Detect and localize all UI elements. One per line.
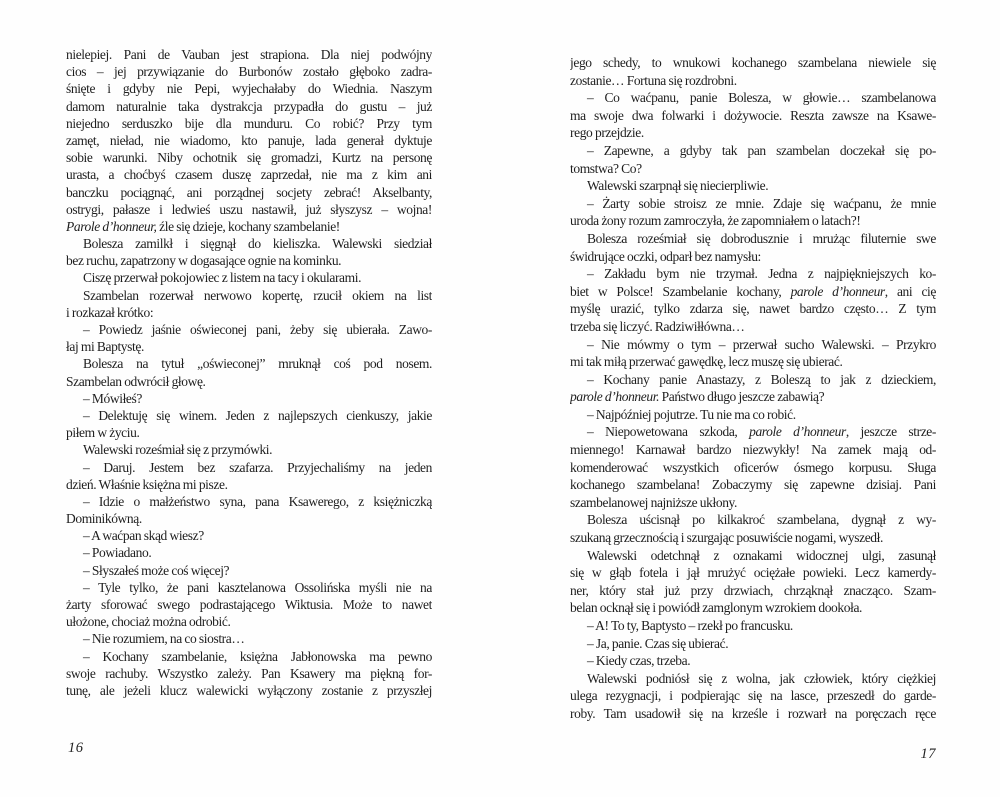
- text-line: [570, 160, 936, 178]
- text-segment: Dominikówną.: [66, 511, 142, 527]
- text-segment: – Nie rozumiem, na co siostra…: [83, 631, 245, 647]
- text-segment: myślę urazić, tylko zdarza się, nawet bardzo często… Z tym: [570, 301, 936, 317]
- text-segment: damom naturalnie taka dystrakcja przypadła do gustu – już: [66, 98, 432, 114]
- text-segment: Bolesza na tytuł „oświeconej” mruknął coś pod nosem.: [83, 356, 432, 372]
- text-segment: – Zapewne, a gdyby tak pan szambelan doczekał się po-: [587, 142, 936, 158]
- text-segment: – Kiedy czas, trzeba.: [587, 653, 691, 669]
- text-line: [570, 371, 936, 389]
- text-line: [66, 424, 432, 441]
- text-segment: – Powiadano.: [83, 545, 152, 561]
- page-number-right: 17: [920, 746, 936, 762]
- text-segment: ostrygi, pałasze i ledwieś uszu nastawił, już słyszysz – wojna!: [66, 201, 432, 217]
- text-segment: uroda żony rozum zamroczyła, że zapomniałem o latach?!: [570, 213, 861, 229]
- text-line: [66, 510, 432, 527]
- text-segment: – A! To ty, Baptysto – rzekł po francusku.: [587, 618, 793, 633]
- text-line: [570, 547, 936, 565]
- text-segment: miennego! Karnawał bardzo niezwykły! Na zamek mają od-: [570, 442, 936, 458]
- text-segment: Bolesza zamilkł i sięgnął do kieliszka. Walewski siedział: [83, 236, 432, 252]
- text-line: [570, 459, 936, 477]
- text-segment: – Kochany panie Anastazy, z Boleszą to jak z dzieckiem,: [587, 371, 936, 387]
- text-segment: źle się dzieje, kochany szambelanie!: [156, 218, 340, 234]
- text-segment: – Idzie o małżeństwo syna, pana Ksawerego, z księżniczką: [83, 493, 432, 509]
- text-line: [570, 265, 936, 283]
- text-line: [570, 564, 936, 582]
- text-line: [570, 705, 936, 723]
- text-line: [570, 617, 936, 635]
- text-line: [66, 149, 432, 166]
- text-segment: – Delektuję się winem. Jeden z najlepszych cienkuszy, jakie: [83, 407, 432, 423]
- text-segment: – Mówiłeś?: [83, 390, 142, 406]
- text-line: [66, 544, 432, 561]
- text-line: [66, 184, 432, 201]
- text-segment: – Tyle tylko, że pani kasztelanowa Ossolińska myśli nie na: [83, 579, 432, 595]
- text-line: [570, 687, 936, 705]
- text-line: [66, 269, 432, 286]
- text-segment: świdrujące oczki, odparł bez namysłu:: [570, 248, 761, 264]
- text-segment: dzień. Właśnie księżna mi pisze.: [66, 476, 228, 492]
- text-line: [66, 338, 432, 355]
- text-line: [66, 287, 432, 304]
- text-line: [66, 218, 432, 235]
- text-segment: zamęt, nieład, nie wiadomo, kto panuje, lada generał dyktuje: [66, 132, 432, 148]
- text-line: [570, 652, 936, 670]
- text-segment: Bolesza uścisnął po kilkakroć szambelana, dygnął z wy-: [587, 512, 936, 528]
- text-line: [66, 441, 432, 458]
- text-segment: Szambelan rozerwał nerwowo kopertę, rzucił okiem na list: [83, 287, 432, 303]
- text-line: [570, 318, 936, 336]
- text-line: [570, 423, 936, 441]
- text-segment: – Zakładu bym nie trzymał. Jedna z najpiękniejszych ko-: [587, 266, 936, 282]
- text-segment: ma swoje dwa folwarki i dożywocie. Reszta zawsze na Ksawe-: [570, 107, 936, 123]
- text-line: [570, 124, 936, 142]
- text-segment: i rozkazał krótko:: [66, 304, 154, 320]
- text-line: [570, 494, 936, 512]
- text-line: [570, 248, 936, 266]
- text-segment: , jeszcze strze-: [845, 424, 936, 440]
- text-line: [570, 353, 936, 371]
- text-line: [66, 46, 432, 63]
- text-line: [66, 201, 432, 218]
- text-line: [570, 406, 936, 424]
- text-line: [66, 115, 432, 132]
- text-line: [66, 596, 432, 613]
- text-line: [66, 407, 432, 424]
- text-segment: żarty sforować swego podrastającego Wiktusia. Może to nawet: [66, 597, 432, 612]
- text-line: [66, 235, 432, 252]
- text-line: [570, 142, 936, 160]
- text-line: [66, 252, 432, 269]
- text-segment: swoje rachuby. Wszystko zależy. Pan Ksawery ma piękną for-: [66, 665, 432, 681]
- text-segment: trzeba się liczyć. Radziwiłłówna…: [570, 318, 745, 334]
- text-line: [570, 212, 936, 230]
- text-line: [570, 89, 936, 107]
- text-segment: urasta, a choćbyś czasem duszę zaprzedał, nie ma z kim ani: [66, 167, 432, 183]
- italic-phrase: parole d’honneur: [790, 283, 885, 299]
- text-line: [66, 166, 432, 183]
- text-segment: Walewski roześmiał się z przymówki.: [83, 442, 273, 458]
- text-line: [66, 648, 432, 665]
- text-line: [66, 527, 432, 544]
- text-segment: komenderować wszystkich oficerów ósmego korpusu. Sługa: [570, 459, 936, 475]
- text-line: [570, 670, 936, 688]
- text-line: [66, 80, 432, 97]
- text-line: [66, 682, 432, 699]
- italic-phrase: Parole d’honneur,: [66, 218, 157, 234]
- text-segment: biet w Polsce! Szambelanie kochany,: [570, 283, 791, 299]
- text-line: [570, 388, 936, 406]
- text-segment: kochanego szambelana! Zobaczymy się zapewne dzisiaj. Pani: [570, 477, 936, 493]
- text-line: [66, 476, 432, 493]
- text-segment: ułożone, chociaż można odrobić.: [66, 614, 231, 630]
- text-line: [570, 511, 936, 529]
- text-line: [66, 321, 432, 338]
- text-segment: – Daruj. Jestem bez szafarza. Przyjechaliśmy na jeden: [83, 459, 432, 475]
- page-number-left: 16: [68, 740, 84, 756]
- text-segment: niejedno serduszko bije dla munduru. Co robić? Przy tym: [66, 115, 432, 131]
- text-line: [570, 230, 936, 248]
- text-segment: – A waćpan skąd wiesz?: [83, 528, 204, 544]
- text-segment: – Nie mówmy o tym – przerwał sucho Walewski. – Przykro: [587, 336, 936, 352]
- text-segment: – Co waćpanu, panie Bolesza, w głowie… szambelanowa: [587, 90, 936, 106]
- text-segment: – Ja, panie. Czas się ubierać.: [587, 635, 729, 651]
- text-segment: – Żarty sobie stroisz ze mnie. Zdaje się waćpanu, że mnie: [587, 195, 936, 211]
- italic-phrase: parole d’honneur.: [570, 389, 660, 405]
- text-line: [66, 613, 432, 630]
- text-line: [66, 355, 432, 372]
- text-segment: rego przejdzie.: [570, 125, 644, 141]
- text-segment: szukaną grzecznością i szurgając posuwiście nogami, wyszedł.: [570, 530, 883, 546]
- text-segment: – Słyszałeś może coś więcej?: [83, 562, 230, 578]
- italic-phrase: parole d’honneur: [749, 424, 846, 440]
- text-segment: łaj mi Baptystę.: [66, 339, 144, 355]
- text-segment: zostanie… Fortuna się rozdrobni.: [570, 72, 737, 88]
- text-segment: śnięte i gdyby nie Pepi, wyjechałaby do Wiednia. Naszym: [66, 81, 432, 97]
- text-line: [66, 665, 432, 682]
- text-line: [66, 630, 432, 647]
- text-line: [570, 529, 936, 547]
- text-segment: bez ruchu, zapatrzony w dogasające ognie na kominku.: [66, 253, 342, 269]
- page-right-text: [570, 54, 936, 723]
- text-line: [570, 195, 936, 213]
- text-segment: tomstwa? Co?: [570, 160, 642, 176]
- text-line: [66, 373, 432, 390]
- text-line: [570, 582, 936, 600]
- text-line: [66, 459, 432, 476]
- text-line: [66, 493, 432, 510]
- text-segment: – Niepowetowana szkoda,: [587, 424, 750, 440]
- text-segment: belan ocknął się i powiódł zamglonym wzrokiem dookoła.: [570, 600, 863, 616]
- page-left-text: [66, 46, 432, 699]
- text-segment: Walewski podniósł się z wolna, jak człowiek, który ciężkiej: [587, 670, 936, 686]
- text-line: [570, 177, 936, 195]
- text-segment: banczku pociągnąć, ani porządnej socjety zebrać! Akselbanty,: [66, 184, 432, 200]
- text-segment: Walewski szarpnął się niecierpliwie.: [587, 178, 769, 194]
- text-line: [570, 476, 936, 494]
- text-line: [570, 72, 936, 90]
- text-line: [66, 562, 432, 579]
- text-segment: Bolesza roześmiał się dobrodusznie i mrużąc filuternie swe: [587, 230, 936, 246]
- text-segment: ner, który stał już przy drzwiach, chrząknął znacząco. Szam-: [570, 582, 936, 598]
- text-segment: Państwo długo jeszcze zabawią?: [659, 389, 825, 405]
- text-segment: się w głąb fotela i jął mrużyć ociężałe powieki. Lecz kamerdy-: [570, 565, 936, 581]
- text-segment: piłem w życiu.: [66, 425, 140, 441]
- text-segment: tunę, ale jeżeli klucz walewicki wyłączony zostanie z przyszłej: [66, 682, 432, 698]
- text-segment: – Najpóźniej pojutrze. Tu nie ma co robić.: [587, 406, 796, 422]
- text-line: [66, 579, 432, 596]
- text-segment: sobie warunki. Niby ochotnik się gromadzi, Kurtz na personę: [66, 150, 432, 166]
- text-segment: Ciszę przerwał pokojowiec z listem na tacy i okularami.: [83, 270, 362, 286]
- text-line: [570, 300, 936, 318]
- text-segment: – Powiedz jaśnie oświeconej pani, żeby się ubierała. Zawo-: [83, 322, 432, 337]
- text-segment: cios – jej przywiązanie do Burbonów zostało głęboko zadra-: [66, 64, 432, 80]
- text-line: [570, 283, 936, 301]
- text-line: [570, 107, 936, 125]
- text-line: [570, 599, 936, 617]
- text-line: [570, 441, 936, 459]
- text-segment: nielepiej. Pani de Vauban jest strapiona. Dla niej podwójny: [66, 47, 432, 62]
- text-line: [570, 336, 936, 354]
- text-segment: , ani cię: [884, 283, 936, 299]
- text-line: [66, 98, 432, 115]
- text-line: [66, 304, 432, 321]
- text-line: [66, 132, 432, 149]
- text-segment: jego schedy, to wnukowi kochanego szambelana niewiele się: [570, 55, 936, 70]
- text-segment: – Kochany szambelanie, księżna Jabłonowska ma pewno: [83, 648, 432, 664]
- text-segment: Walewski odetchnął z oznakami widocznej ulgi, zasunął: [587, 547, 936, 563]
- text-line: [570, 54, 936, 72]
- text-line: [66, 63, 432, 80]
- text-segment: szambelanowej najniższe ukłony.: [570, 494, 737, 510]
- text-line: [66, 390, 432, 407]
- text-segment: Szambelan odwrócił głowę.: [66, 373, 206, 389]
- text-line: [570, 635, 936, 653]
- text-segment: ulega rezygnacji, i podpierając się na lasce, przeszedł do garde-: [570, 688, 936, 704]
- text-segment: roby. Tam usadowił się na krześle i rozwarł na poręczach ręce: [570, 705, 936, 721]
- text-segment: mi tak miłą przerwać gawędkę, lecz muszę się ubierać.: [570, 354, 843, 370]
